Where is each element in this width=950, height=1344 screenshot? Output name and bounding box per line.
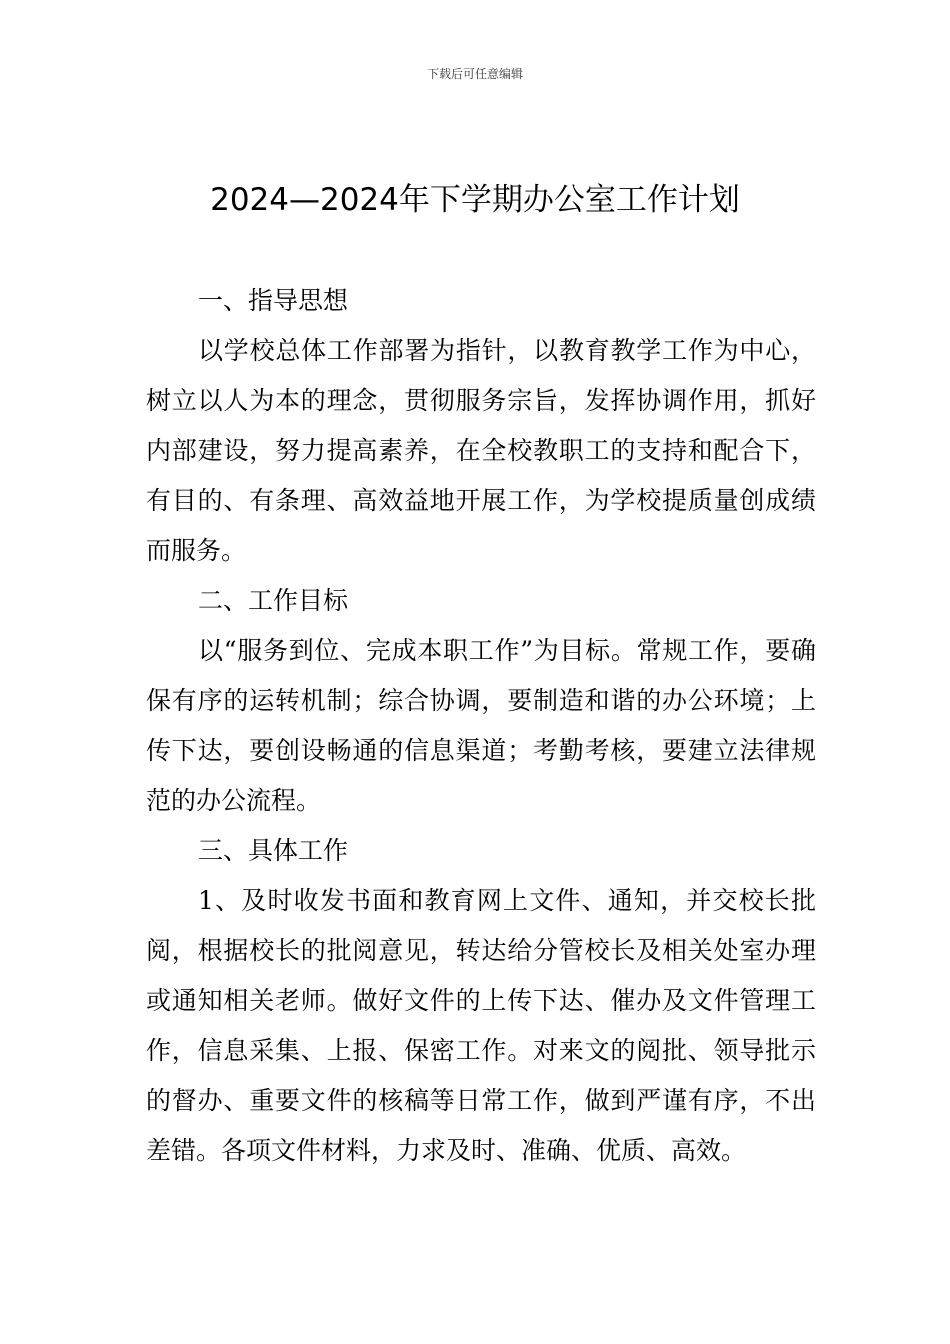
section-heading: 二、工作目标 (198, 586, 349, 615)
section-paragraph: 以“服务到位、完成本职工作”为目标。常规工作，要确保有序的运转机制；综合协调，要制造和谐的办公环境；上传下达，要创设畅通的信息渠道；考勤考核，要建立法律规范的办公流程。 (146, 636, 816, 815)
document-body (146, 276, 816, 1176)
section-heading: 三、具体工作 (198, 836, 349, 865)
section-heading: 一、指导思想 (198, 286, 349, 315)
header-note: 下载后可任意编辑 (426, 67, 523, 81)
section-paragraph: 1、及时收发书面和教育网上文件、通知，并交校长批阅，根据校长的批阅意见，转达给分管校长及相关处室办理或通知相关老师。做好文件的上传下达、催办及文件管理工作，信息采集、上报、保密工作。对来文的阅批、领导批示的督办、重要文件的核稿等日常工作，做到严谨有序，不出差错。各项文件材料，力求及时、准确、优质、高效。 (146, 886, 816, 1165)
section-paragraph: 以学校总体工作部署为指针，以教育教学工作为中心，树立以人为本的理念，贯彻服务宗旨，发挥协调作用，抓好内部建设，努力提高素养，在全校教职工的支持和配合下，有目的、有条理、高效益地开展工作，为学校提质量创成绩而服务。 (146, 336, 816, 565)
document-title: 2024—2024年下学期办公室工作计划 (210, 182, 740, 218)
